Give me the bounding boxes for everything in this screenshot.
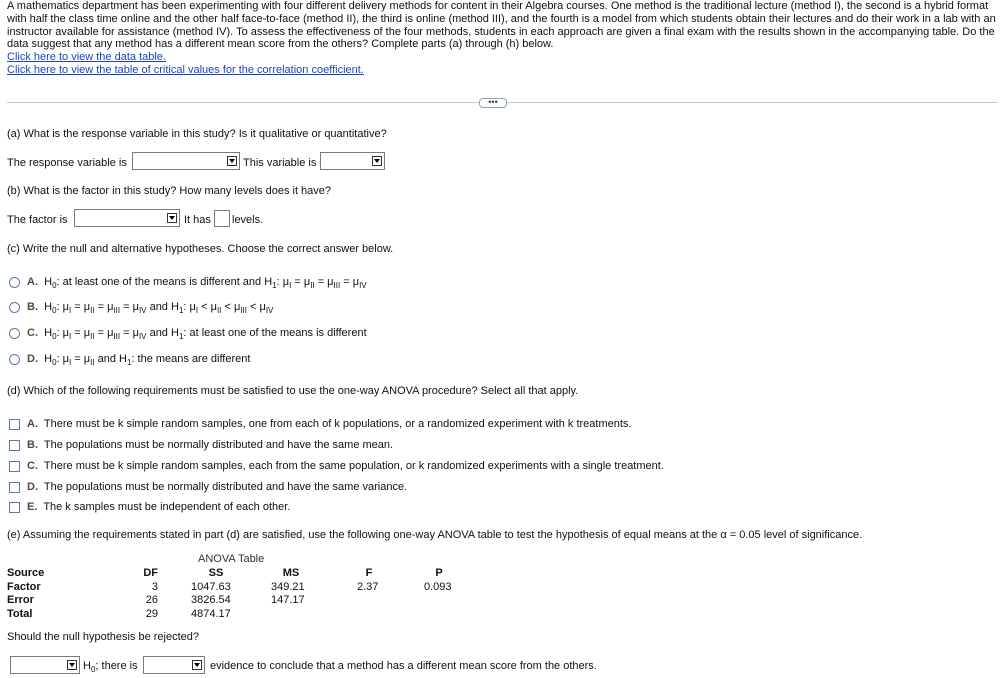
response-variable-label: The response variable is <box>7 157 127 169</box>
critical-values-link[interactable]: Click here to view the table of critical values for the correlation coefficient. <box>7 64 364 77</box>
req-e-checkbox[interactable] <box>9 502 20 513</box>
option-d[interactable] <box>27 353 250 367</box>
part-c-question: (c) Write the null and alternative hypotheses. Choose the correct answer below. <box>7 243 394 255</box>
header-f: F <box>365 567 373 579</box>
header-ms: MS <box>282 567 300 579</box>
evidence-dropdown[interactable] <box>143 656 205 674</box>
chevron-down-icon <box>192 660 202 670</box>
req-d[interactable] <box>27 481 407 493</box>
problem-statement <box>7 0 997 77</box>
row-source-error: Error <box>7 594 34 606</box>
cell-df: 26 <box>145 594 158 606</box>
cell-ss: 1047.63 <box>191 580 231 593</box>
levels-suffix-label: levels. <box>232 214 264 226</box>
option-c-radio[interactable] <box>9 328 20 339</box>
header-ss: SS <box>208 567 224 579</box>
cell-df: 29 <box>145 607 158 620</box>
req-e[interactable] <box>27 501 290 513</box>
req-d-checkbox[interactable] <box>9 482 20 493</box>
reject-question: Should the null hypothesis be rejected? <box>7 631 200 643</box>
option-letter: A. <box>27 276 38 288</box>
conclusion-text: evidence to conclude that a method has a different mean score from the others. <box>210 660 597 672</box>
row-source-factor: Factor <box>7 580 41 593</box>
req-b-checkbox[interactable] <box>9 440 20 451</box>
intro-text: A mathematics department has been experimenting with four different delivery methods for content in their Algebra courses. One method is the traditional lecture (method I), the second is a hybrid format with half the class time online and the other half face-to-face (method II), the third is online (method III), and the fourth is a model from which students obtain their lectures and do their work in a lab with an instructor available for assistance (method IV). To assess the effectiveness of the four methods, students in each approach are given a final exam with the results shown in the accompanying table. Do the data suggest that any method has a different mean score from the others? Complete parts (a) through (h) below. <box>7 0 996 51</box>
data-table-link[interactable]: Click here to view the data table. <box>7 51 166 64</box>
option-b-text: $H_0$: $\mu_I = \mu_{II} = \mu_{III} = \mu_{IV}$ and $H_1$: $\mu_I < \mu_{II} < \mu_{III} < \mu_{IV}$ <box>41 301 274 316</box>
option-d-radio[interactable] <box>9 354 20 365</box>
chevron-down-icon <box>227 156 237 166</box>
req-c-checkbox[interactable] <box>9 461 20 472</box>
cell-df: 3 <box>151 580 158 593</box>
cell-ss: 3826.54 <box>191 594 231 606</box>
part-d-question: (d) Which of the following requirements must be satisfied to use the one-way ANOVA procedure? Select all that apply. <box>7 385 579 397</box>
req-b[interactable] <box>27 439 393 451</box>
cell-ms: 349.21 <box>271 580 305 593</box>
req-e-text: The k samples must be independent of each other. <box>43 501 291 513</box>
response-variable-dropdown[interactable] <box>132 152 240 170</box>
option-letter: C. <box>27 327 38 339</box>
cell-ss: 4874.17 <box>191 607 231 620</box>
req-d-text: The populations must be normally distributed and have the same variance. <box>43 481 408 493</box>
req-b-text: The populations must be normally distributed and have the same mean. <box>43 439 394 451</box>
option-a-radio[interactable] <box>9 277 20 288</box>
option-letter: E. <box>27 501 38 513</box>
levels-input[interactable] <box>214 210 230 227</box>
option-letter: D. <box>27 353 38 365</box>
reject-dropdown[interactable] <box>10 656 80 674</box>
req-c-text: There must be k simple random samples, each from the same population, or k randomized experiments with a single treatment. <box>43 460 664 472</box>
option-letter: B. <box>27 439 38 451</box>
option-a[interactable] <box>27 276 367 290</box>
option-c[interactable] <box>27 327 367 341</box>
factor-dropdown[interactable] <box>74 209 180 227</box>
req-a-text: There must be k simple random samples, one from each of k populations, or a randomized experiment with k treatments. <box>43 418 632 430</box>
cell-f: 2.37 <box>357 580 379 593</box>
header-p: P <box>435 567 443 579</box>
part-b-question: (b) What is the factor in this study? How many levels does it have? <box>7 185 332 197</box>
chevron-down-icon <box>167 213 177 223</box>
chevron-down-icon <box>67 660 77 670</box>
req-c[interactable] <box>27 460 664 472</box>
expand-more-button[interactable]: ••• <box>479 98 507 108</box>
part-a-question: (a) What is the response variable in this study? Is it qualitative or quantitative? <box>7 128 387 140</box>
option-letter: B. <box>27 301 38 313</box>
levels-prefix-label: It has <box>184 214 211 226</box>
variable-type-label: This variable is <box>243 157 317 169</box>
factor-label: The factor is <box>7 214 68 226</box>
option-letter: C. <box>27 460 38 472</box>
option-b-radio[interactable] <box>9 302 20 313</box>
option-letter: A. <box>27 418 38 430</box>
option-b[interactable] <box>27 301 273 315</box>
option-a-text: $H_0$: at least one of the means is different and $H_1$: $\mu_I = \mu_{II} = \mu_{III} = \mu_{IV}$ <box>41 276 367 291</box>
option-letter: D. <box>27 481 38 493</box>
req-a[interactable] <box>27 418 631 430</box>
req-a-checkbox[interactable] <box>9 419 20 430</box>
h0-text: $H_0$; there is <box>83 660 138 675</box>
part-e-question: (e) Assuming the requirements stated in part (d) are satisfied, use the following one-way ANOVA table to test the hypothesis of equal means at the α = 0.05 level of significance. <box>7 529 863 541</box>
header-df: DF <box>143 567 158 579</box>
cell-ms: 147.17 <box>271 594 305 606</box>
option-c-text: $H_0$: $\mu_I = \mu_{II} = \mu_{III} = \mu_{IV}$ and $H_1$: at least one of the means is different <box>41 327 367 342</box>
header-source: Source <box>7 567 45 579</box>
option-d-text: $H_0$: $\mu_I = \mu_{II}$ and $H_1$: the means are different <box>41 353 251 368</box>
variable-type-dropdown[interactable] <box>320 152 385 170</box>
row-source-total: Total <box>7 607 33 620</box>
chevron-down-icon <box>372 156 382 166</box>
anova-table-title: ANOVA Table <box>198 553 265 565</box>
cell-p: 0.093 <box>424 580 452 593</box>
